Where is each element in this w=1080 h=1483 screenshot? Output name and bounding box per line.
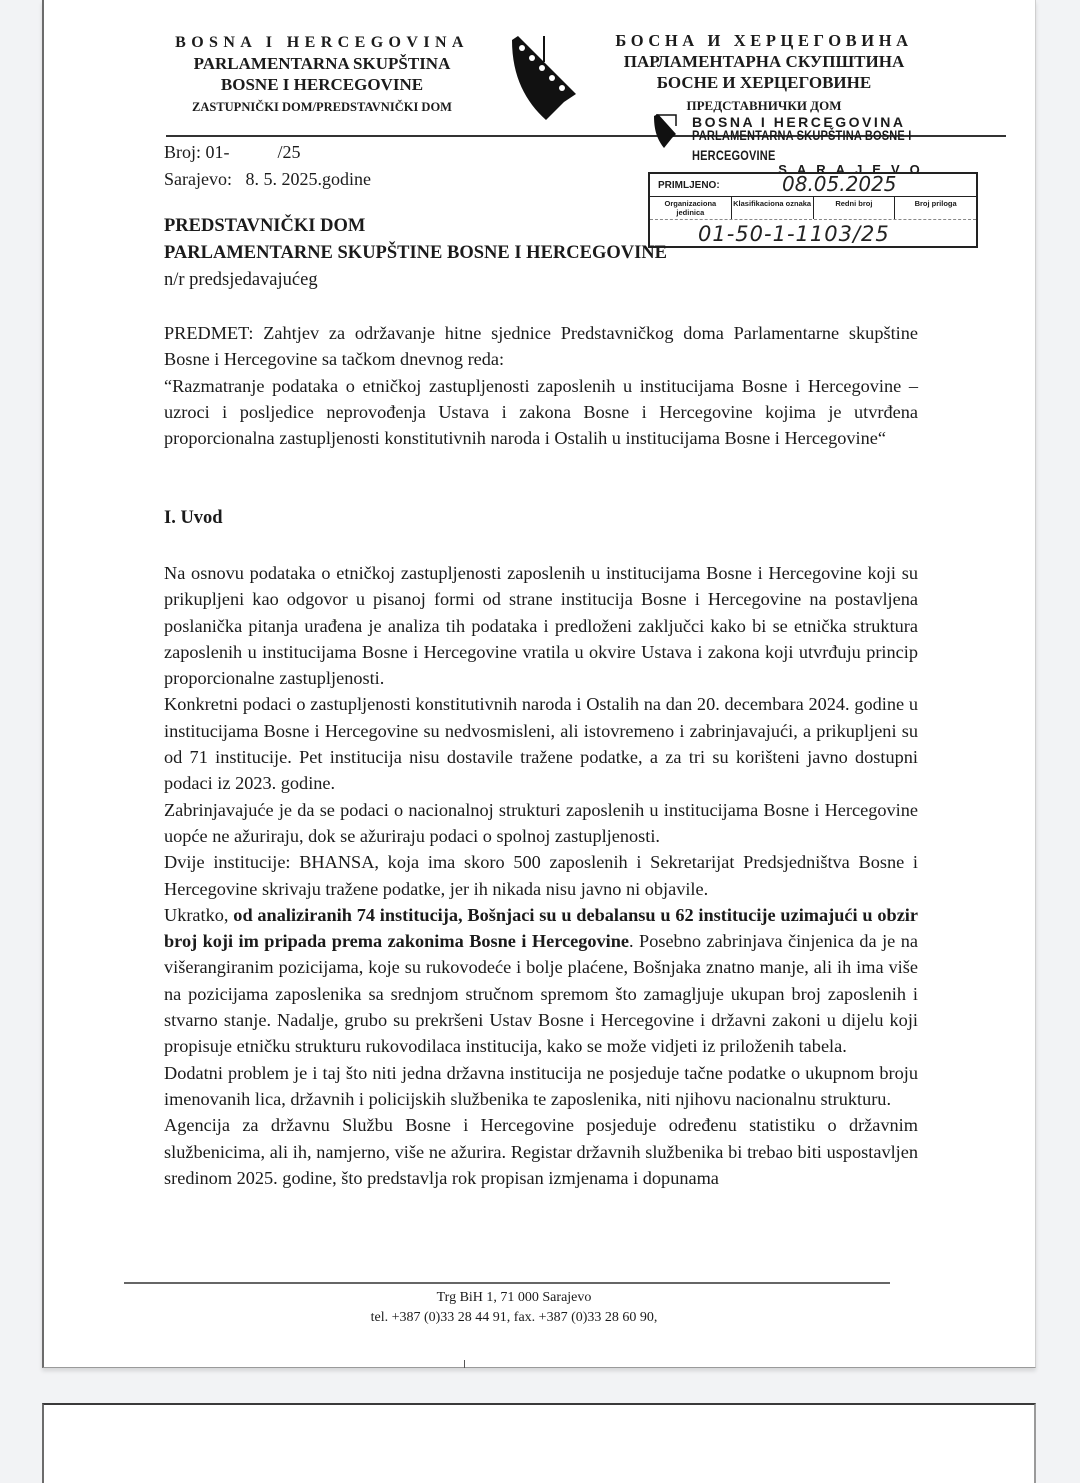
stamp-line-country: BOSNA I HERCEGOVINA (692, 114, 906, 130)
letterhead-house: ZASTUPNIČKI DOM/PREDSTAVNIČKI DOM (192, 100, 452, 114)
bih-coat-of-arms-icon (506, 32, 586, 122)
stamp-columns (650, 197, 976, 220)
footer-address: Trg BiH 1, 71 000 Sarajevo (436, 1290, 592, 1305)
subject-text: PREDMET: Zahtjev za održavanje hitne sjednice Predstavničkog doma Parlamentarne skupštine Bosne i Hercegovine sa tačkom dnevnog reda: (164, 323, 918, 370)
footer-contact: tel. +387 (0)33 28 44 91, fax. +387 (0)33 28 60 90, (370, 1310, 658, 1325)
letterhead-parliament-cyr: ПАРЛАМЕНТАРНА СКУПШТИНА (623, 52, 905, 71)
section-body (164, 560, 918, 1191)
page-mark (464, 1360, 465, 1368)
stamp-col-attachments: Broj priloga (914, 199, 957, 208)
stamp-line-city: SARAJEVO (778, 162, 930, 177)
addressee-attention: n/r predsjedavajućeg (164, 270, 318, 290)
paragraph: Dvije institucije: BHANSA, koja ima skoro 500 zaposlenih i Sekretarijat Predsjedništva Bosne i Hercegovine skrivaju tražene podatke, jer ih nikada nisu javno ni objavile. (164, 852, 918, 899)
letterhead-parliament: PARLAMENTARNA SKUPŠTINA (193, 54, 451, 73)
subject-agenda: “Razmatranje podataka o etničkoj zastupljenosti zaposlenih u institucijama Bosne i Hercegovine – uzroci i posljedice neprovođenja Ustava i zakona Bosne i Hercegovine kojima je utvrđena proporcionalna zastupljenosti konstitutivnih naroda i Ostalih u institucijama Bosne i Hercegovine“ (164, 375, 918, 449)
paragraph: Dodatni problem je i taj što niti jedna državna institucija ne posjeduje tačne podatke o ukupnom broju imenovanih lica, državnih i policijskih službenika te zaposlenika, niti njihovu nacionalnu strukturu. (164, 1062, 918, 1109)
document-date: Sarajevo: 8. 5. 2025.godine (164, 169, 371, 189)
footer (164, 1288, 864, 1328)
stamp-handwritten-number: 01-50-1-1103/25 (698, 222, 890, 246)
reference-number (164, 139, 371, 166)
reference-number-suffix: /25 (277, 142, 301, 162)
document-page-1 (42, 0, 1036, 1368)
addressee-line-2: PARLAMENTARNE SKUPŠTINE BOSNE I HERCEGOVINE (164, 243, 668, 263)
stamp-col-org-unit: Organizaciona jedinica (650, 197, 732, 219)
reference-number-prefix: Broj: 01- (164, 142, 230, 162)
paragraph: Zabrinjavajuće je da se podaci o nacionalnoj strukturi zaposlenih u institucijama Bosne i Hercegovine uopće ne ažuriraju, dok se ažuriraju podaci o spolnoj zastupljenosti. (164, 799, 918, 846)
document-page-2 (42, 1403, 1036, 1483)
section-heading: I. Uvod (164, 508, 223, 528)
stamp-col-serial: Redni broj (814, 197, 896, 219)
letterhead-house-cyr: ПРЕДСТАВНИЧКИ ДОМ (686, 98, 842, 113)
footer-divider (124, 1282, 890, 1284)
stamp-received-label: PRIMLJENO: (658, 180, 720, 191)
summary-emphasis: od analiziranih 74 institucija, Bošnjaci su u debalansu u 62 institucije uzimajući u obzir broj koji im pripada prema zakonima Bosne i Hercegovine (164, 904, 919, 952)
received-stamp-header (674, 114, 994, 178)
letterhead-cyrillic (604, 30, 924, 116)
stamp-line-parliament: PARLAMENTARNA SKUPŠTINA BOSNE I HERCEGOVINE (692, 128, 912, 164)
paragraph: Na osnovu podataka o etničkoj zastupljenosti zaposlenih u institucijama Bosne i Hercegovine koji su prikupljeni kao odgovor u pisanoj formi od strane institucija Bosne i Hercegovine na postavljena poslanička pitanja urađena je analiza tih podataka i predloženi zaključci kako bi se etnička struktura zaposlenih u institucijama Bosne i Hercegovine vratila u okvire Ustava i zakona koji utvrđuju princip proporcionalne zastupljenosti. (164, 563, 918, 689)
document-meta (164, 139, 371, 193)
stamp-col-classification: Klasifikaciona oznaka (732, 197, 814, 219)
letterhead-country-genitive: BOSNE I HERCEGOVINE (220, 75, 424, 94)
stamp-number-row (650, 220, 976, 248)
letterhead-country-genitive-cyr: БОСНЕ И ХЕРЦЕГОВИНЕ (656, 73, 872, 92)
letterhead-country-cyr: БОСНА И ХЕРЦЕГОВИНА (615, 31, 913, 50)
letterhead-country: BOSNA I HERCEGOVINA (175, 34, 469, 51)
addressee-line-1: PREDSTAVNIČKI DOM (164, 216, 366, 236)
stamp-received-date: 08.05.2025 (782, 172, 897, 196)
paragraph: Konkretni podaci o zastupljenosti konstitutivnih naroda i Ostalih na dan 20. decembara 2024. godine u institucijama Bosne i Hercegovine su nedvosmisleni, ali istovremeno i zabrinjavajući, a prikupljeni su od 71 institucije. Pet institucija nisu dostavile tražene podatke, a za tri su korišteni javno dostupni podaci iz 2023. godine. (164, 694, 918, 794)
subject-block (164, 320, 918, 451)
summary-rest: . Posebno zabrinjava činjenica da je na višerangiranim pozicijama, koje su rukovodeće i bolje plaćene, Bošnjaka znatno manje, ali ih ima više na pozicijama zaposlenika sa srednjom stručnom spremom što zamagljuje ukupan broj zaposlenih i stvarno stanje. Nadalje, grubo su prekršeni Ustav Bosne i Hercegovine i državni zakoni u dijelu koji propisuje etničku strukturu rukovodilaca institucija, kako se može vidjeti iz priloženih tabela. (164, 931, 918, 1057)
summary-lead: Ukratko, (164, 904, 234, 925)
paragraph: Agencija za državnu Službu Bosne i Hercegovine posjeduje određenu statistiku o državnim službenicima, ali ih, namjerno, više ne ažurira. Registar državnih službenika bi trebao biti uspostavljen sredinom 2025. godine, što predstavlja rok propisan izmjenama i dopunama (164, 1115, 918, 1188)
addressee-block (164, 213, 667, 294)
stamp-received-row (650, 174, 976, 197)
paragraph-summary (164, 902, 918, 1060)
letterhead-latin (164, 32, 480, 118)
received-stamp-box (648, 172, 978, 248)
